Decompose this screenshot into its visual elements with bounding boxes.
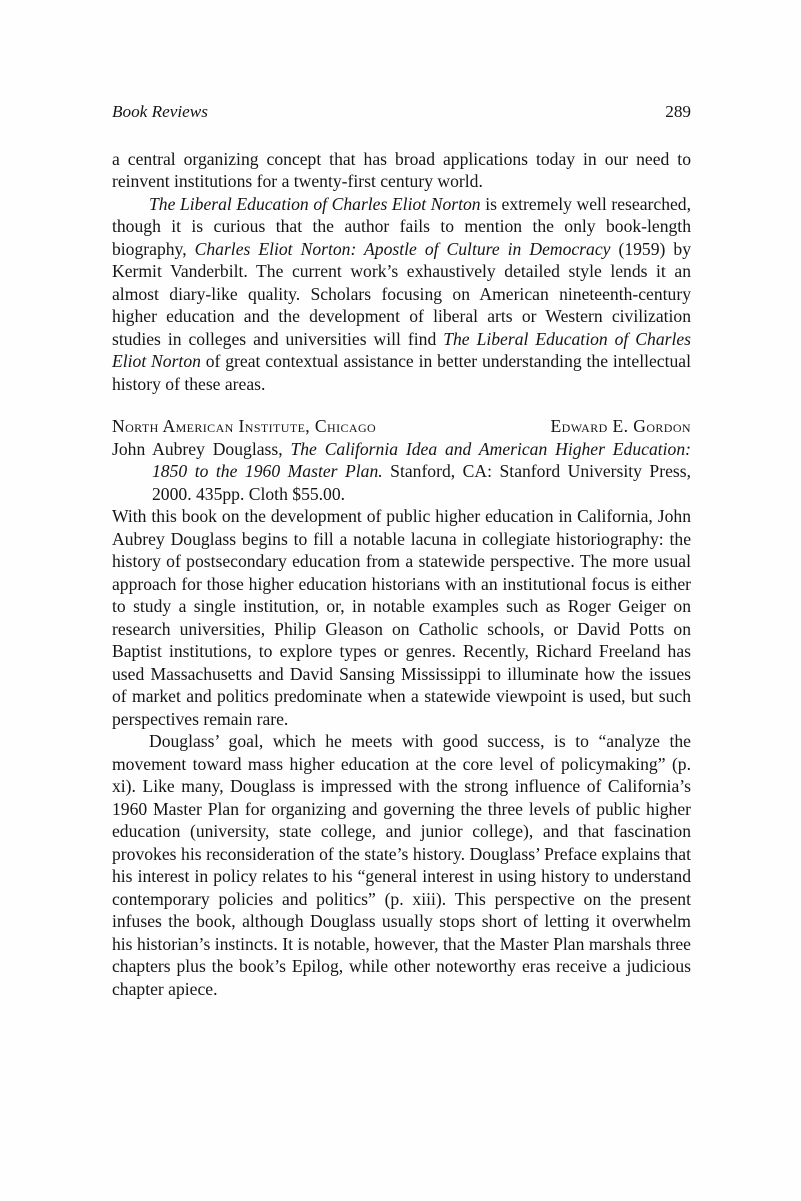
paragraph-text: is extremely well researched, though it is curious that the author fails to mention the only book-length biography, xyxy=(112,193,691,259)
reviewer-name: Edward E. Gordon xyxy=(550,416,691,436)
paragraph-text: of great contextual assistance in better understanding the intellectual history of these areas. xyxy=(112,351,691,394)
page-number: 289 xyxy=(665,102,691,121)
paragraph-douglass-1: With this book on the development of public higher education in California, John Aubrey Douglass begins to fill a notable lacuna in collegiate historiography: the history of postsecondary education from a statewide perspective. The more usual approach for those higher education historians with an institutional focus is either to study a single institution, or, in notable examples such as Roger Geiger on research universities, Philip Gleason on Catholic schools, or David Potts on Baptist institutions, to explore types or genres. Recently, Richard Freeland has used Massachusetts and David Sansing Mississippi to illuminate how the issues of market and politics predominate when a statewide viewpoint is used, but such perspectives remain rare. xyxy=(112,506,691,729)
paragraph-douglass-2: Douglass’ goal, which he meets with good success, is to “analyze the movement toward mass higher education at the core level of policymaking” (p. xi). Like many, Douglass is impressed with the strong influence of California’s 1960 Master Plan for organizing and governing the three levels of public higher education (university, state college, and junior college), and that fascination provokes his reconsideration of the state’s history. Douglass’ Preface explains that his interest in policy relates to his “general interest in using history to understand contemporary policies and politics” (p. xiii). This perspective on the present infuses the book, although Douglass usually stops short of letting it overwhelm his historian’s instincts. It is notable, however, that the Master Plan marshals three chapters plus the book’s Epilog, while other noteworthy eras receive a judicious chapter apiece. xyxy=(112,731,691,999)
book-title-italic: The Liberal Education of Charles Eliot Norton xyxy=(149,193,481,214)
page-header xyxy=(112,101,691,124)
paragraph-text: (1959) by Kermit Vanderbilt. The current work’s exhaustively detailed style lends it an almost diary-like quality. Scholars focusing on American nineteenth-century higher education and the development of liberal arts or Western civilization studies in colleges and universities will find xyxy=(112,238,691,349)
reviewer-signature xyxy=(112,415,691,438)
book-citation xyxy=(112,438,691,506)
book-title-italic: The California Idea and American Higher Education: 1850 to the 1960 Master Plan. xyxy=(152,438,691,481)
running-head: Book Reviews xyxy=(112,102,208,121)
reviewer-institution: North American Institute, Chicago xyxy=(112,416,377,436)
review-norton-section xyxy=(112,148,691,438)
review-douglass-section xyxy=(112,438,691,1001)
citation-author: John Aubrey Douglass, xyxy=(112,438,291,459)
book-title-italic: Charles Eliot Norton: Apostle of Culture in Democracy xyxy=(194,238,611,259)
book-title-italic: The Liberal Education of Charles Eliot Norton xyxy=(112,328,692,371)
paragraph-norton-assessment xyxy=(112,193,691,396)
citation-publication: Stanford, CA: Stanford University Press, 2000. 435pp. Cloth $55.00. xyxy=(152,461,691,504)
text-block xyxy=(112,101,691,1000)
paragraph-continuation: a central organizing concept that has broad applications today in our need to reinvent institutions for a twenty-first century world. xyxy=(112,148,691,191)
